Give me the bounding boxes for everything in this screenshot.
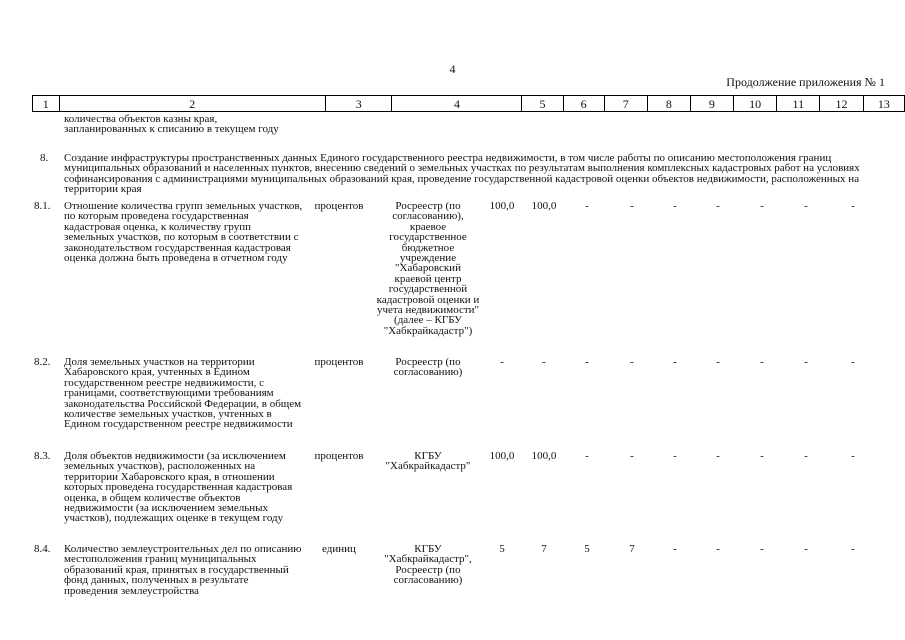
row-responsible: КГБУ "Хабкрайкадастр" bbox=[385, 450, 471, 473]
row-value: 7 bbox=[629, 543, 635, 555]
row-value: - bbox=[760, 543, 764, 555]
row-number: 8.3. bbox=[34, 450, 51, 462]
row-value: - bbox=[851, 356, 855, 368]
column-header: 1 bbox=[33, 96, 60, 112]
row-responsible: КГБУ "Хабкрайкадастр", Росреестр (по согласованию) bbox=[384, 543, 472, 587]
row-value: - bbox=[716, 356, 720, 368]
row-unit: единиц bbox=[322, 543, 356, 555]
row-unit: процентов bbox=[314, 356, 364, 368]
page-number: 4 bbox=[449, 62, 456, 76]
row-value: - bbox=[804, 450, 808, 462]
row-unit: процентов bbox=[314, 200, 364, 212]
row-value: - bbox=[851, 543, 855, 555]
row-indicator: Количество землеустроительных дел по описанию местоположения границ муниципальных образований края, принятых в государственный фонд данных, полученных в результате проведения землеустройства bbox=[64, 543, 302, 597]
row-value: - bbox=[673, 543, 677, 555]
column-number-header bbox=[32, 95, 905, 112]
column-header: 4 bbox=[392, 96, 522, 112]
column-header: 6 bbox=[563, 96, 604, 112]
column-header: 9 bbox=[690, 96, 733, 112]
row-value: - bbox=[804, 356, 808, 368]
carryover-indicator-text: количества объектов казны края, запланированных к списанию в текущем году bbox=[64, 113, 279, 136]
row-value: - bbox=[760, 356, 764, 368]
column-header: 8 bbox=[647, 96, 690, 112]
row-value: - bbox=[673, 356, 677, 368]
row-value: - bbox=[804, 543, 808, 555]
row-value: 100,0 bbox=[531, 450, 557, 462]
row-value: - bbox=[716, 543, 720, 555]
row-value: - bbox=[542, 356, 546, 368]
column-header: 2 bbox=[59, 96, 325, 112]
column-header: 5 bbox=[522, 96, 563, 112]
row-value: - bbox=[851, 200, 855, 212]
column-header: 10 bbox=[733, 96, 776, 112]
row-value: - bbox=[716, 200, 720, 212]
row-value: - bbox=[716, 450, 720, 462]
row-indicator: Доля земельных участков на территории Хабаровского края, учтенных в Едином государственном реестре недвижимости, с границами, соответствующими требованиям законодательства Российской Федерации, в общем количестве земельных участков, учтенных в Едином государственном реестре недвижимости bbox=[64, 356, 302, 431]
row-unit: процентов bbox=[314, 450, 364, 462]
row-value: - bbox=[760, 450, 764, 462]
row-value: - bbox=[804, 200, 808, 212]
row-value: - bbox=[851, 450, 855, 462]
row-value: 7 bbox=[541, 543, 547, 555]
row-number: 8.4. bbox=[34, 543, 51, 555]
section-number: 8. bbox=[40, 152, 49, 164]
row-value: 5 bbox=[499, 543, 505, 555]
row-value: - bbox=[673, 450, 677, 462]
section-title: Создание инфраструктуры пространственных данных Единого государственного реестра недвижимости, в том числе работы по описанию местоположения границ муниципальных образований и населенных пунктов, внесению сведений о земельных участках по результатам выполнения комплексных кадастровых работ на условиях софинансирования с администрациями муниципальных образований края, проведение государственной кадастровой оценки объектов недвижимости, расположенных на территории края bbox=[64, 152, 860, 196]
row-value: - bbox=[630, 200, 634, 212]
row-indicator: Доля объектов недвижимости (за исключением земельных участков), расположенных на территории Хабаровского края, в отношении которых проведена государственная кадастровая оценка, в общем количестве объектов недвижимости (за исключением земельных участков), подлежащих оценке в текущем году bbox=[64, 450, 293, 525]
row-responsible: Росреестр (по согласованию) bbox=[393, 356, 463, 379]
row-value: 100,0 bbox=[531, 200, 557, 212]
column-header: 7 bbox=[604, 96, 647, 112]
row-value: 5 bbox=[584, 543, 590, 555]
row-value: 100,0 bbox=[489, 200, 515, 212]
column-header: 12 bbox=[820, 96, 863, 112]
row-value: - bbox=[673, 200, 677, 212]
row-value: - bbox=[585, 450, 589, 462]
row-value: 100,0 bbox=[489, 450, 515, 462]
row-value: - bbox=[630, 356, 634, 368]
column-header: 3 bbox=[325, 96, 392, 112]
row-value: - bbox=[585, 200, 589, 212]
column-header: 11 bbox=[777, 96, 820, 112]
appendix-continuation: Продолжение приложения № 1 bbox=[726, 75, 885, 89]
column-header: 13 bbox=[863, 96, 904, 112]
row-value: - bbox=[585, 356, 589, 368]
row-value: - bbox=[500, 356, 504, 368]
row-value: - bbox=[760, 200, 764, 212]
row-responsible: Росреестр (по согласованию), краевое государственное бюджетное учреждение "Хабаровский краевой центр государственной кадастровой оценки и учета недвижимости" (далее – КГБУ "Хабкрайкадастр") bbox=[376, 200, 480, 337]
row-value: - bbox=[630, 450, 634, 462]
row-number: 8.1. bbox=[34, 200, 51, 212]
row-indicator: Отношение количества групп земельных участков, по которым проведена государственная кадастровая оценка, к количеству групп земельных участков, по которым в соответствии с законодательством государственная кадастровая оценка должна быть проведена в отчетном году bbox=[64, 200, 303, 265]
row-number: 8.2. bbox=[34, 356, 51, 368]
